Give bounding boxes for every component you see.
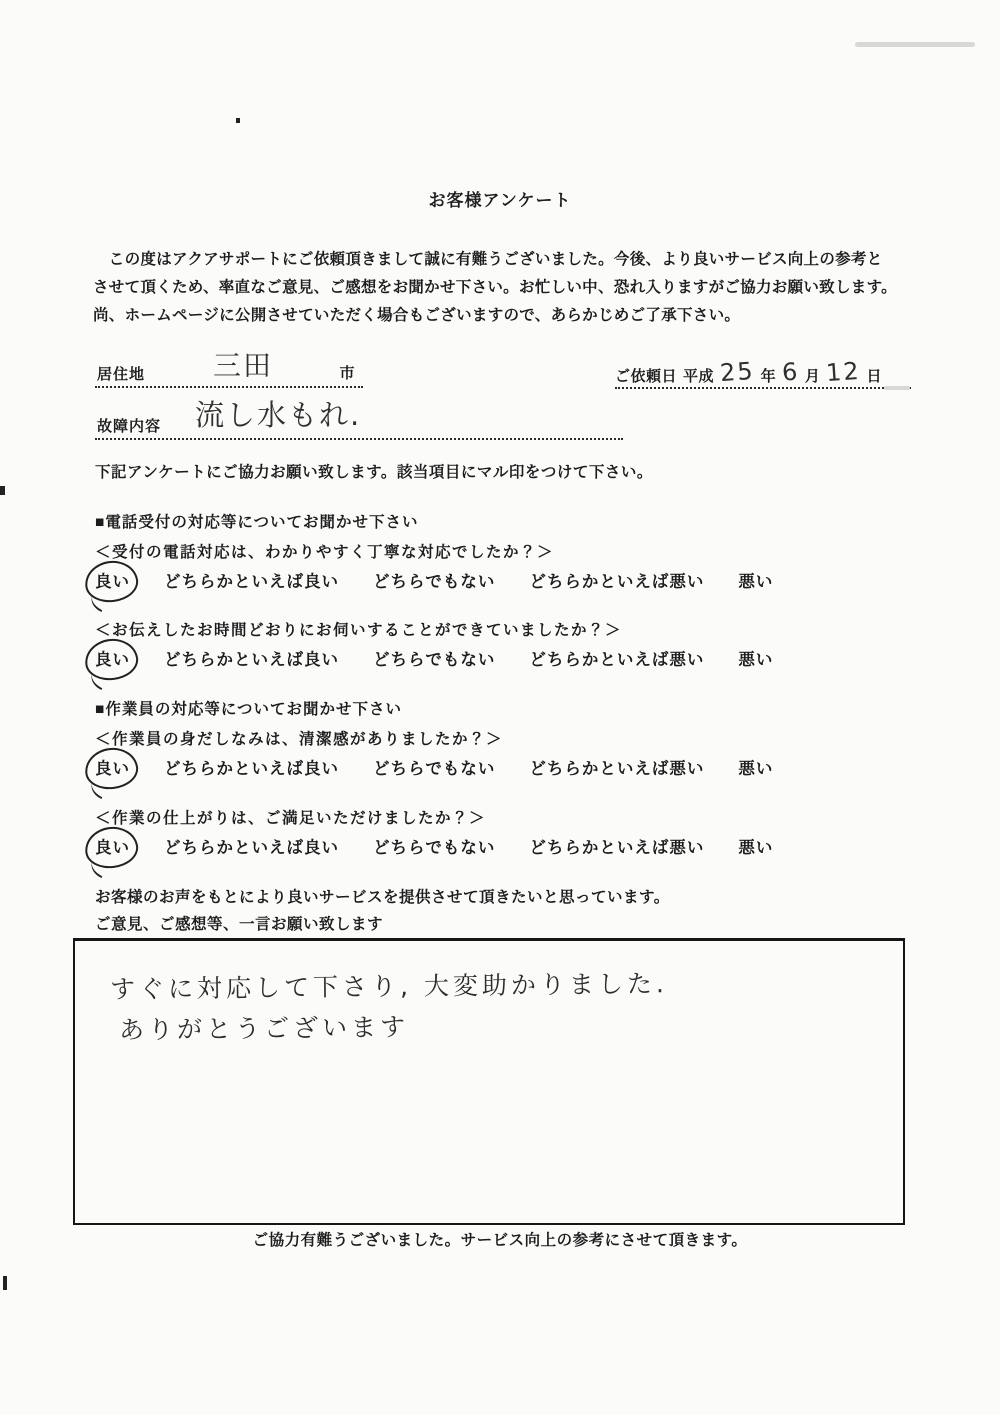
- residence-label: 居住地: [97, 366, 146, 383]
- residence-field: [95, 350, 363, 388]
- scan-artifact: [3, 1276, 7, 1290]
- option-label: どちらかといえば良い: [164, 573, 339, 591]
- option-label: どちらかといえば悪い: [529, 760, 705, 778]
- question-text: ＜作業の仕上がりは、ご満足いただけましたか？＞: [95, 810, 487, 827]
- option-label: どちらかといえば良い: [164, 651, 339, 669]
- options-row: [95, 834, 773, 858]
- intro-line: させて頂くため、率直なご意見、ご感想をお聞かせ下さい。お忙しい中、恐れ入りますがご協力お願い致します。: [93, 279, 897, 296]
- residence-suffix: 市: [339, 365, 355, 382]
- option-label: 良い: [95, 834, 130, 858]
- options-row: [95, 755, 773, 779]
- scan-artifact: [855, 42, 975, 47]
- option-label: 良い: [95, 646, 130, 670]
- option-label: どちらかといえば良い: [164, 760, 339, 778]
- scan-artifact: [0, 486, 5, 495]
- option-label: どちらかといえば悪い: [529, 839, 705, 857]
- comment-handwritten-line: ありがとうございます: [118, 1012, 410, 1045]
- option-label: 良い: [95, 755, 130, 779]
- section-heading-worker: ■作業員の対応等についてお聞かせ下さい: [95, 701, 403, 718]
- intro-paragraph: [93, 246, 909, 330]
- question-text: ＜お伝えしたお時間どおりにお伺いすることができていましたか？＞: [95, 622, 623, 639]
- option-label: どちらでもない: [373, 651, 496, 669]
- request-date-field: [615, 350, 911, 389]
- scan-artifact: [236, 118, 240, 123]
- option-label: どちらでもない: [373, 573, 496, 591]
- year-handwritten: 25: [719, 356, 756, 388]
- intro-line: 尚、ホームページに公開させていただく場合もございますので、あらかじめご了承下さい。: [93, 307, 741, 324]
- option-label: どちらかといえば悪い: [529, 573, 705, 591]
- scan-artifact: [884, 386, 910, 390]
- option-label: 悪い: [738, 760, 774, 778]
- option-label: どちらかといえば悪い: [529, 651, 705, 669]
- question-text: ＜作業員の身だしなみは、清潔感がありましたか？＞: [95, 731, 504, 748]
- option-label: どちらでもない: [373, 760, 496, 778]
- comment-handwritten-line: すぐに対応して下さり, 大変助かりました.: [109, 969, 668, 1004]
- era-label: 平成: [683, 368, 715, 385]
- comment-box: [73, 938, 905, 1225]
- closing-line: ご意見、ご感想等、一言お願い致します: [95, 916, 384, 933]
- issue-handwritten-value: 流し水もれ.: [195, 398, 362, 432]
- footer-note: ご協力有難うございました。サービス向上の参考にさせて頂きます。: [252, 1232, 748, 1249]
- option-label: 良い: [95, 568, 130, 592]
- options-row: [95, 568, 773, 592]
- issue-label: 故障内容: [97, 418, 162, 435]
- residence-handwritten-value: 三田: [213, 349, 274, 382]
- request-date-label: ご依頼日: [615, 368, 678, 385]
- option-label: どちらでもない: [373, 839, 496, 857]
- intro-line: この度はアクアサポートにご依頼頂きまして誠に有難うございました。今後、より良いサービス向上の参考と: [93, 251, 883, 268]
- issue-field: [95, 398, 623, 440]
- month-unit: 月: [804, 368, 820, 385]
- day-unit: 日: [866, 368, 882, 385]
- month-handwritten: 6: [780, 357, 800, 387]
- option-label: 悪い: [738, 839, 774, 857]
- page-title: お客様アンケート: [428, 191, 572, 210]
- survey-instruction: 下記アンケートにご協力お願い致します。該当項目にマル印をつけて下さい。: [95, 464, 653, 481]
- question-text: ＜受付の電話対応は、わかりやすく丁寧な対応でしたか？＞: [95, 544, 555, 561]
- option-label: 悪い: [738, 573, 774, 591]
- closing-line: お客様のお声をもとにより良いサービスを提供させて頂きたいと思っています。: [95, 889, 670, 906]
- options-row: [95, 646, 773, 670]
- section-heading-phone: ■電話受付の対応等についてお聞かせ下さい: [95, 514, 419, 531]
- option-label: 悪い: [738, 651, 774, 669]
- year-unit: 年: [760, 368, 776, 385]
- day-handwritten: 12: [824, 356, 862, 388]
- option-label: どちらかといえば良い: [164, 839, 339, 857]
